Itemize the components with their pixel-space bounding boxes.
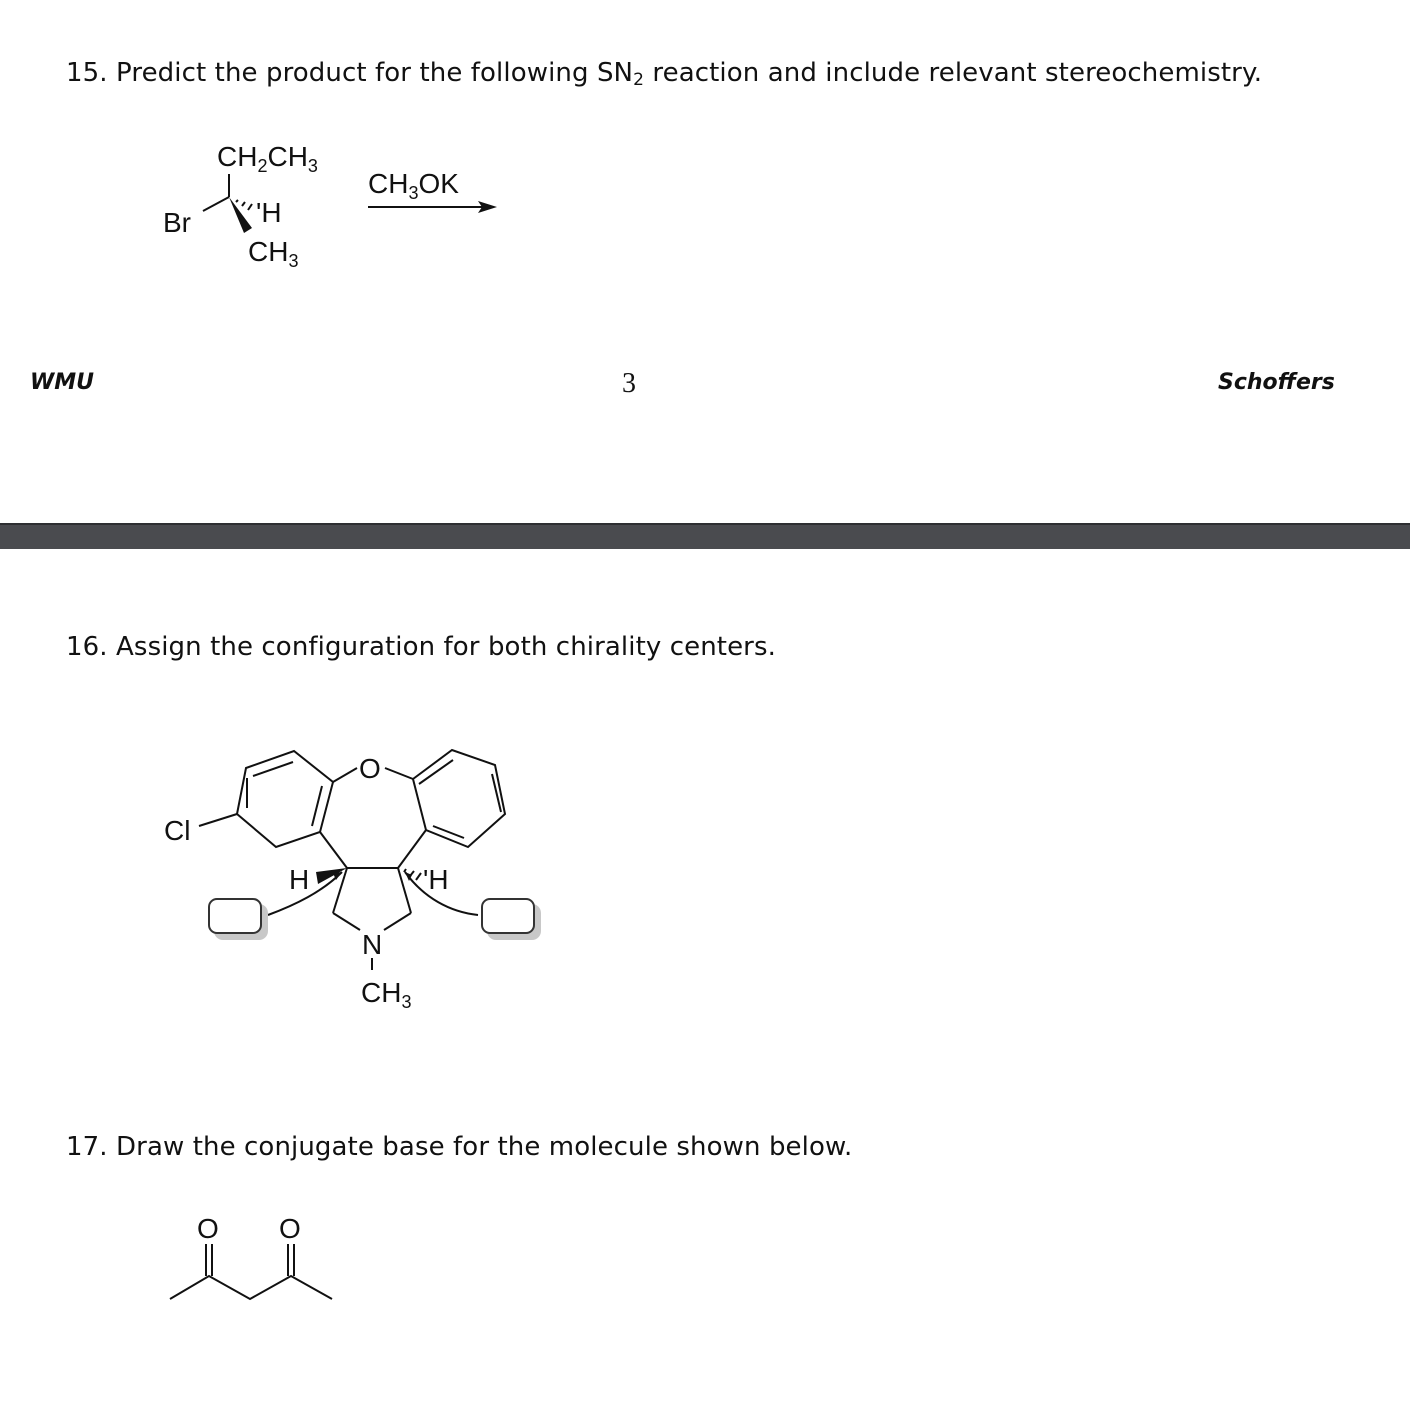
page-divider bbox=[0, 523, 1410, 549]
diketone-molecule bbox=[170, 1244, 332, 1299]
question-16 bbox=[66, 632, 776, 662]
page-number: 3 bbox=[622, 368, 636, 399]
question-17-text: Draw the conjugate base for the molecule shown below. bbox=[116, 1132, 853, 1162]
methyl-label: $CH_3$ bbox=[248, 236, 299, 271]
question-15-text-end: reaction and include relevant stereochemistry. bbox=[644, 58, 1263, 88]
sn2-reactant bbox=[163, 141, 318, 271]
footer-left: WMU bbox=[30, 370, 95, 395]
h-label: 'H bbox=[256, 197, 282, 228]
answer-box-right[interactable] bbox=[481, 898, 535, 934]
reagent-label: $CH_3OK$ bbox=[368, 168, 459, 203]
hash-bond bbox=[236, 200, 252, 210]
nitrogen-label: N bbox=[362, 929, 383, 960]
h-left-label: H bbox=[289, 864, 310, 895]
tricyclic-molecule bbox=[199, 750, 505, 970]
question-17 bbox=[66, 1132, 852, 1162]
ethyl-label: $CH_2CH_3$ bbox=[217, 141, 318, 176]
footer-author: Schoffers bbox=[1218, 370, 1335, 395]
n-methyl-label: $CH_3$ bbox=[361, 977, 412, 1012]
question-16-text: Assign the configuration for both chirality centers. bbox=[116, 632, 776, 662]
bond-br bbox=[203, 197, 229, 211]
h-right-label: 'H bbox=[423, 864, 449, 895]
carbonyl-o-left: O bbox=[197, 1213, 219, 1244]
question-15-text: Predict the product for the following SN bbox=[116, 58, 634, 88]
br-label: Br bbox=[163, 207, 191, 238]
chlorine-label: Cl bbox=[164, 815, 191, 846]
carbonyl-o-right: O bbox=[279, 1213, 301, 1244]
wedge-bond bbox=[229, 197, 252, 233]
reaction-arrow bbox=[368, 168, 497, 213]
right-benzene-ring bbox=[413, 750, 505, 847]
molecule-atom-labels bbox=[164, 753, 449, 1012]
answer-box-left[interactable] bbox=[208, 898, 262, 934]
oxygen-label: O bbox=[359, 753, 381, 784]
question-17-number: 17. bbox=[66, 1132, 108, 1162]
question-15-subscript: 2 bbox=[633, 70, 645, 90]
question-16-number: 16. bbox=[66, 632, 108, 662]
question-15-number: 15. bbox=[66, 58, 108, 88]
